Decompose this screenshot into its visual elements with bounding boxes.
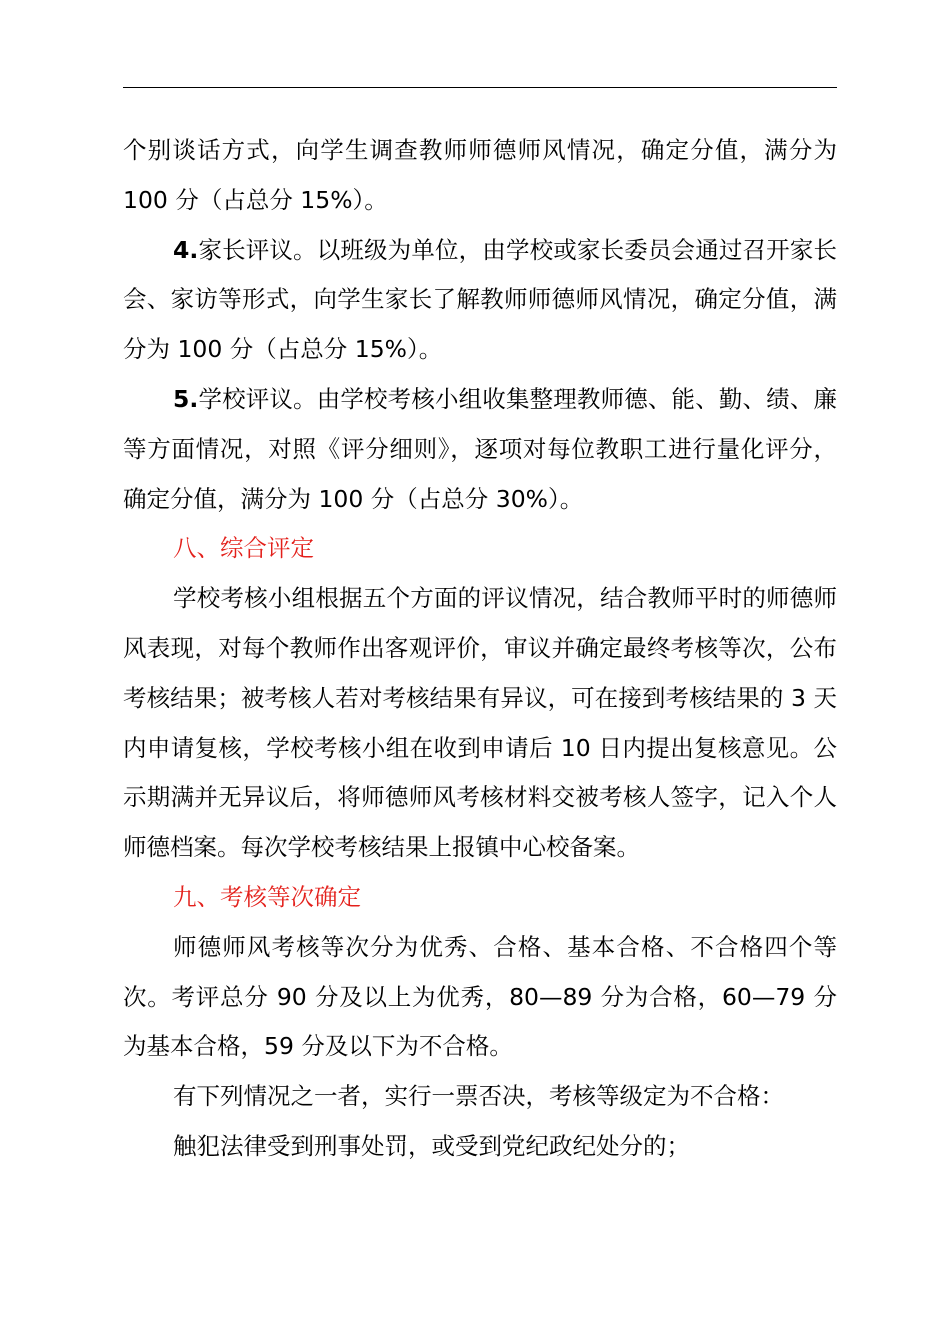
item-number: 5. (173, 384, 199, 413)
paragraph-item-4: 4.家长评议。以班级为单位，由学校或家长委员会通过召开家长会、家访等形式，向学生家长了解教师师德师风情况，确定分值，满分为 100 分（占总分 15%）。 (123, 235, 837, 364)
paragraph: 触犯法律受到刑事处罚，或受到党纪政纪处分的； (173, 1131, 690, 1160)
paragraph: 师德师风考核等次分为优秀、合格、基本合格、不合格四个等次。考评总分 90 分及以上为优秀，80—89 分为合格，60—79 分为基本合格，59 分及以下为不合格。 (123, 932, 837, 1061)
header-rule (123, 87, 837, 88)
paragraph: 个别谈话方式，向学生调查教师师德师风情况，确定分值，满分为 100 分（占总分 15%）。 (123, 136, 837, 214)
paragraph: 学校考核小组根据五个方面的评议情况，结合教师平时的师德师风表现，对每个教师作出客观评价，审议并确定最终考核等次，公布考核结果；被考核人若对考核结果有异议，可在接到考核结果的 3 天内申请复核，学校考核小组在收到申请后 10 日内提出复核意见。公示期满并无异议后，将师德师风考核材料交被考核人签字，记入个人师德档案。每次学校考核结果上报镇中心校备案。 (123, 584, 837, 862)
section-heading: 九、考核等次确定 (173, 882, 361, 911)
paragraph-item-5: 5.学校评议。由学校考核小组收集整理教师德、能、勤、绩、廉等方面情况，对照《评分细则》，逐项对每位教职工进行量化评分，确定分值，满分为 100 分（占总分 30%）。 (123, 384, 837, 513)
document-body (123, 126, 837, 1172)
paragraph: 有下列情况之一者，实行一票否决，考核等级定为不合格： (173, 1082, 784, 1111)
section-heading: 八、综合评定 (173, 534, 314, 563)
item-number: 4. (173, 235, 199, 264)
